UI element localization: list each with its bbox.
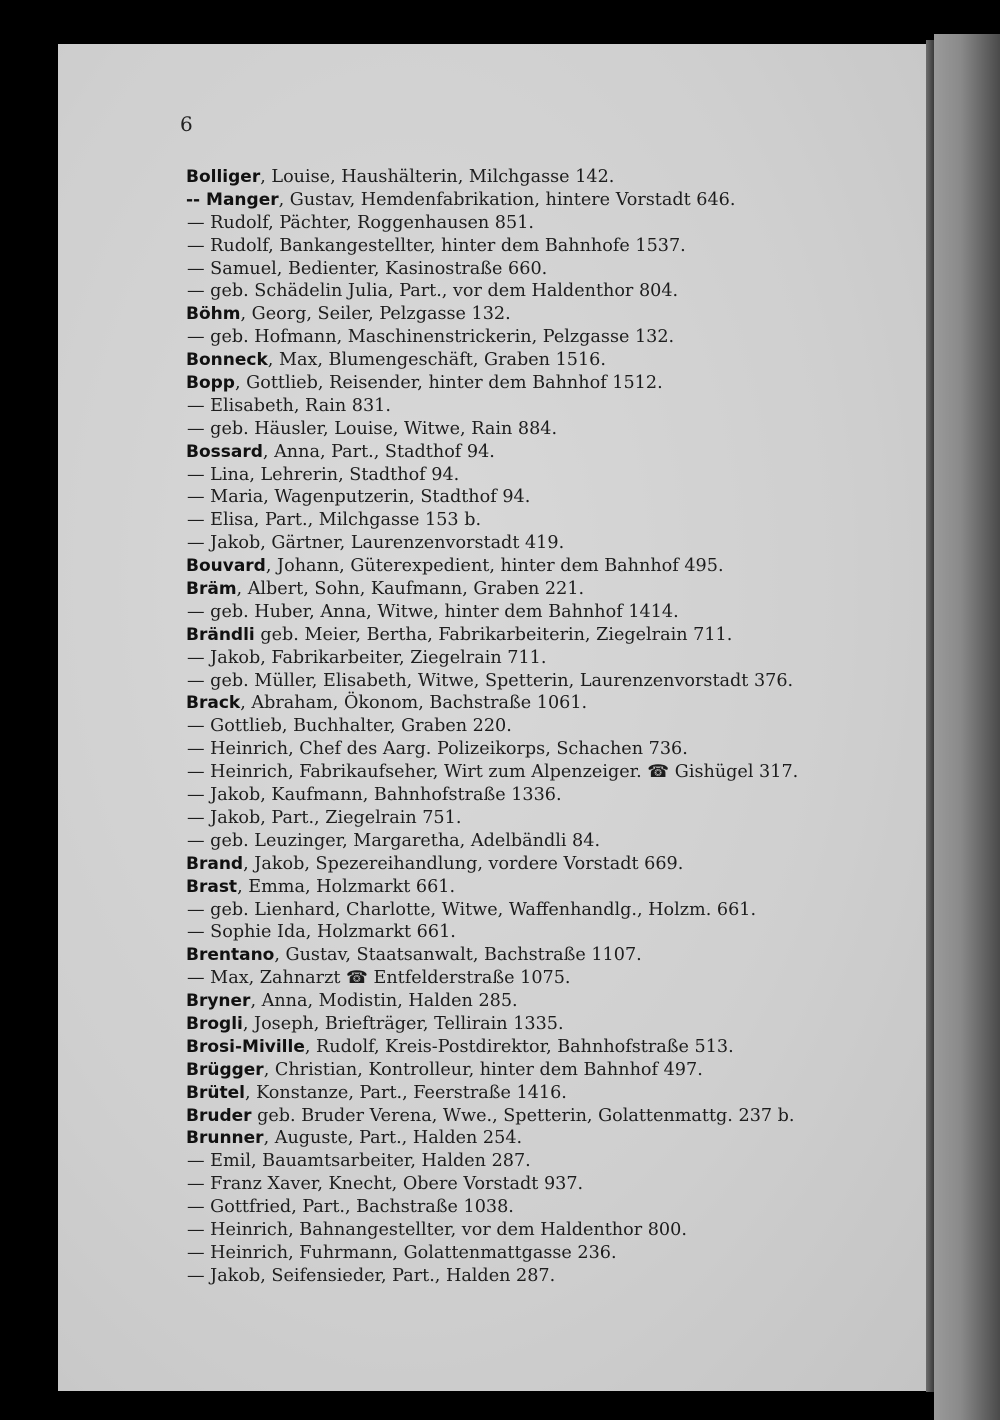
entry-text: , Anna, Part., Stadthof 94. <box>262 441 495 462</box>
entry-text: , Abraham, Ökonom, Bachstraße 1061. <box>240 693 588 714</box>
directory-entry <box>186 1105 906 1128</box>
entry-surname: Bopp <box>186 373 235 394</box>
entry-surname: Brosi-Miville <box>186 1036 305 1057</box>
entry-surname: -- Manger <box>186 189 279 210</box>
entry-text: — Emil, Bauamtsarbeiter, Halden 287. <box>187 1151 531 1172</box>
entry-text: — Gottlieb, Buchhalter, Graben 220. <box>187 716 512 737</box>
directory-entry <box>186 349 906 372</box>
entry-text: , Konstanze, Part., Feerstraße 1416. <box>244 1082 567 1103</box>
directory-entry <box>186 1082 906 1105</box>
entry-text: — geb. Huber, Anna, Witwe, hinter dem Bahnhof 1414. <box>187 601 679 622</box>
entry-text: , Louise, Haushälterin, Milchgasse 142. <box>260 167 615 187</box>
directory-entry <box>186 464 906 487</box>
directory-entry <box>186 601 906 624</box>
page-edge-shadow <box>926 40 934 1392</box>
directory-entry <box>186 1150 906 1173</box>
directory-entry <box>186 212 906 235</box>
entry-text: — Heinrich, Chef des Aarg. Polizeikorps, Schachen 736. <box>187 739 688 760</box>
directory-entry <box>186 258 906 281</box>
entry-text: , Emma, Holzmarkt 661. <box>237 876 456 897</box>
entry-surname: Brunner <box>186 1128 264 1149</box>
entry-text: — Lina, Lehrerin, Stadthof 94. <box>187 464 460 485</box>
entry-text: , Christian, Kontrolleur, hinter dem Bahnhof 497. <box>263 1059 703 1080</box>
directory-entry <box>186 624 906 647</box>
entry-text: — geb. Leuzinger, Margaretha, Adelbändli 84. <box>187 830 601 851</box>
entry-text: — Jakob, Kaufmann, Bahnhofstraße 1336. <box>187 785 562 806</box>
entry-surname: Bouvard <box>186 556 266 577</box>
entry-text: — Jakob, Gärtner, Laurenzenvorstadt 419. <box>187 533 565 554</box>
entry-text: geb. Meier, Bertha, Fabrikarbeiterin, Ziegelrain 711. <box>254 624 733 645</box>
entry-text: — Maria, Wagenputzerin, Stadthof 94. <box>187 487 531 508</box>
entry-text: , Gottlieb, Reisender, hinter dem Bahnhof 1512. <box>234 373 663 394</box>
entry-text: , Joseph, Briefträger, Tellirain 1335. <box>242 1013 564 1034</box>
entry-text: — geb. Lienhard, Charlotte, Witwe, Waffenhandlg., Holzm. 661. <box>187 899 757 920</box>
entry-text: — Heinrich, Fabrikaufseher, Wirt zum Alpenzeiger. ☎ Gishügel 317. <box>187 762 799 783</box>
directory-entry <box>186 876 906 899</box>
directory-entries <box>186 166 906 1288</box>
directory-entry <box>186 807 906 830</box>
directory-entry <box>186 1013 906 1036</box>
entry-text: — Sophie Ida, Holzmarkt 661. <box>187 922 456 943</box>
entry-text: geb. Bruder Verena, Wwe., Spetterin, Golattenmattg. 237 b. <box>251 1105 795 1126</box>
entry-text: — Rudolf, Pächter, Roggenhausen 851. <box>187 212 534 233</box>
entry-surname: Brentano <box>186 945 275 966</box>
entry-surname: Brütel <box>186 1082 245 1103</box>
directory-entry <box>186 1173 906 1196</box>
directory-entry <box>186 235 906 258</box>
directory-entry <box>186 1242 906 1265</box>
entry-surname: Bräm <box>186 579 237 600</box>
entry-surname: Böhm <box>186 304 241 325</box>
directory-entry <box>186 395 906 418</box>
entry-surname: Brügger <box>186 1059 264 1080</box>
directory-entry <box>186 853 906 876</box>
entry-surname: Brogli <box>186 1013 243 1034</box>
entry-text: — Elisabeth, Rain 831. <box>187 395 391 416</box>
directory-entry <box>186 944 906 967</box>
entry-text: , Auguste, Part., Halden 254. <box>263 1128 523 1149</box>
entry-text: — Max, Zahnarzt ☎ Entfelderstraße 1075. <box>187 968 571 989</box>
entry-text: — geb. Schädelin Julia, Part., vor dem Haldenthor 804. <box>187 281 679 302</box>
entry-surname: Brand <box>186 853 244 874</box>
directory-entry <box>186 1059 906 1082</box>
directory-entry <box>186 189 906 212</box>
directory-entry <box>186 1127 906 1150</box>
entry-text: — Jakob, Fabrikarbeiter, Ziegelrain 711. <box>187 647 547 668</box>
entry-surname: Brast <box>186 876 238 897</box>
scan-background-strip <box>934 34 1000 1420</box>
entry-text: — Gottfried, Part., Bachstraße 1038. <box>187 1197 514 1218</box>
entry-text: , Max, Blumengeschäft, Graben 1516. <box>267 350 606 371</box>
entry-text: — Jakob, Part., Ziegelrain 751. <box>187 807 462 828</box>
directory-entry <box>186 1196 906 1219</box>
entry-text: , Georg, Seiler, Pelzgasse 132. <box>240 304 511 325</box>
entry-text: — Elisa, Part., Milchgasse 153 b. <box>187 510 482 531</box>
directory-entry <box>186 921 906 944</box>
entry-text: — Heinrich, Bahnangestellter, vor dem Haldenthor 800. <box>187 1219 687 1240</box>
entry-surname: Bossard <box>186 441 263 462</box>
directory-entry <box>186 441 906 464</box>
entry-surname: Bonneck <box>186 350 268 371</box>
entry-text: — geb. Häusler, Louise, Witwe, Rain 884. <box>187 418 558 439</box>
entry-text: — geb. Müller, Elisabeth, Witwe, Spetterin, Laurenzenvorstadt 376. <box>187 670 794 691</box>
entry-text: , Anna, Modistin, Halden 285. <box>250 991 518 1012</box>
entry-text: , Albert, Sohn, Kaufmann, Graben 221. <box>236 579 585 600</box>
directory-entry <box>186 555 906 578</box>
directory-entry <box>186 326 906 349</box>
entry-text: , Gustav, Staatsanwalt, Bachstraße 1107. <box>274 945 642 966</box>
entry-surname: Brack <box>186 693 241 714</box>
directory-entry <box>186 280 906 303</box>
directory-entry <box>186 899 906 922</box>
directory-entry <box>186 509 906 532</box>
entry-surname: Bryner <box>186 991 251 1012</box>
directory-entry <box>186 578 906 601</box>
entry-surname: Bruder <box>186 1105 252 1126</box>
directory-entry <box>186 784 906 807</box>
entry-text: — Heinrich, Fuhrmann, Golattenmattgasse 236. <box>187 1242 617 1263</box>
directory-entry <box>186 166 906 189</box>
directory-entry <box>186 486 906 509</box>
entry-text: — Jakob, Seifensieder, Part., Halden 287. <box>187 1265 556 1286</box>
entry-text: , Gustav, Hemdenfabrikation, hintere Vorstadt 646. <box>278 189 736 210</box>
directory-entry <box>186 1265 906 1288</box>
directory-entry <box>186 715 906 738</box>
directory-entry <box>186 647 906 670</box>
directory-entry <box>186 738 906 761</box>
directory-entry <box>186 692 906 715</box>
directory-entry <box>186 670 906 693</box>
entry-text: — Rudolf, Bankangestellter, hinter dem Bahnhofe 1537. <box>187 235 686 256</box>
entry-text: — Franz Xaver, Knecht, Obere Vorstadt 937. <box>187 1174 584 1195</box>
directory-entry <box>186 1036 906 1059</box>
page-number: 6 <box>180 112 193 136</box>
directory-entry <box>186 761 906 784</box>
entry-text: , Jakob, Spezereihandlung, vordere Vorstadt 669. <box>243 853 684 874</box>
directory-entry <box>186 990 906 1013</box>
directory-entry <box>186 418 906 441</box>
directory-entry <box>186 372 906 395</box>
entry-surname: Brändli <box>186 624 255 645</box>
directory-entry <box>186 967 906 990</box>
entry-text: , Johann, Güterexpedient, hinter dem Bahnhof 495. <box>265 556 724 577</box>
directory-entry <box>186 1219 906 1242</box>
directory-entry <box>186 303 906 326</box>
entry-text: — geb. Hofmann, Maschinenstrickerin, Pelzgasse 132. <box>187 327 675 348</box>
entry-surname: Bolliger <box>186 167 261 187</box>
directory-entry <box>186 830 906 853</box>
directory-entry <box>186 532 906 555</box>
entry-text: — Samuel, Bedienter, Kasinostraße 660. <box>187 258 548 279</box>
entry-text: , Rudolf, Kreis-Postdirektor, Bahnhofstraße 513. <box>304 1036 734 1057</box>
